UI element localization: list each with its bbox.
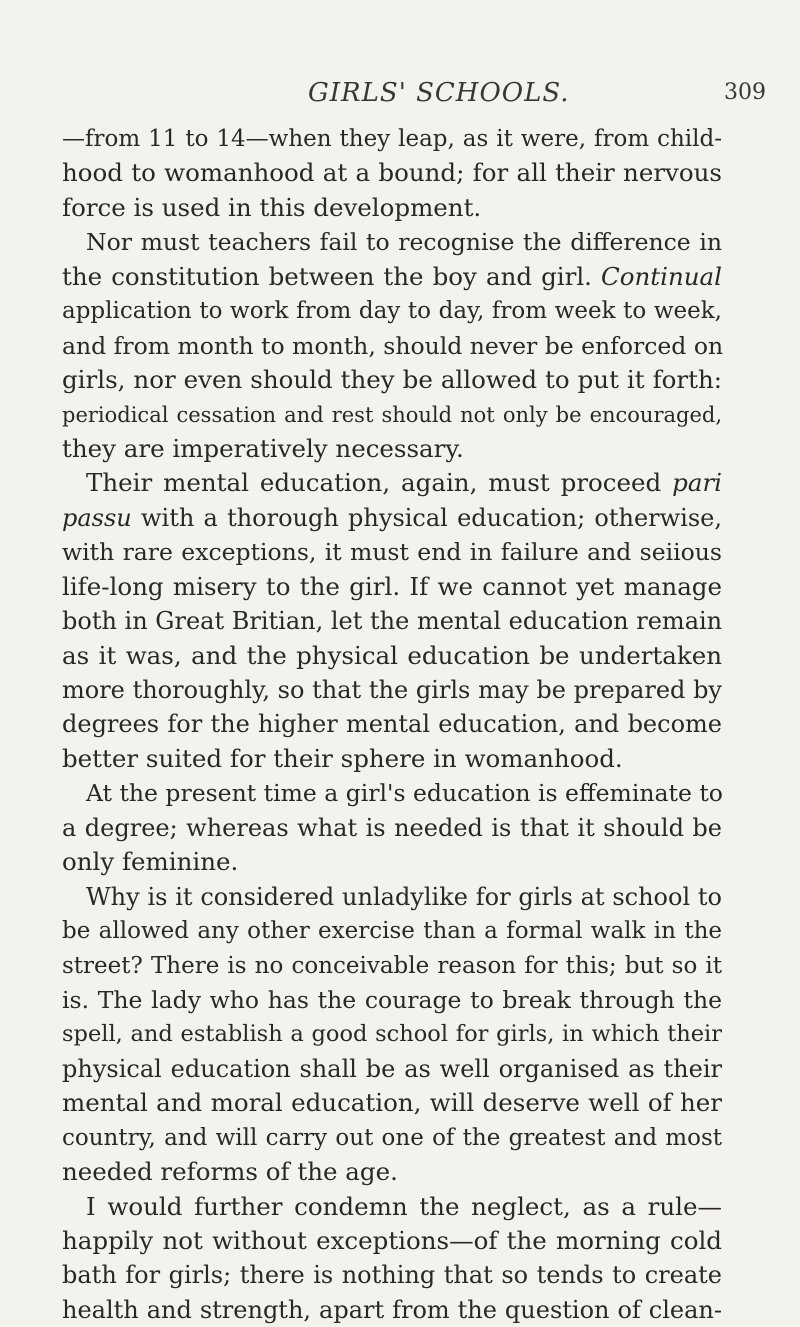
text-line (62, 501, 722, 535)
text-line: At the present time a girl's education is effeminate to (86, 779, 723, 808)
running-head: GIRLS' SCHOOLS. (308, 78, 570, 108)
text-line: as it was, and the physical education be undertaken (62, 640, 722, 670)
text-line: application to work from day to day, from week to week, (62, 298, 722, 325)
text-line: bath for girls; there is nothing that so tends to create (62, 1261, 722, 1290)
text-line: Why is it considered unladylike for girls at school to (86, 882, 722, 911)
text-line: street? There is no conceivable reason for this; but so it (62, 952, 722, 979)
text-line: both in Great Britian, let the mental education remain (62, 607, 723, 636)
text-line: I would further condemn the neglect, as a rule— (86, 1191, 722, 1221)
italic-run: Continual (601, 261, 722, 291)
text-line: with rare exceptions, it must end in failure and seiious (62, 538, 722, 567)
text-run: Their mental education, again, must proceed (86, 468, 662, 498)
text-line: they are imperatively necessary. (62, 433, 464, 463)
text-line: physical education shall be as well organised as their (62, 1054, 722, 1083)
text-line (62, 260, 722, 294)
text-line: —from 11 to 14—when they leap, as it were, from child- (62, 126, 722, 152)
text-line: girls, nor even should they be allowed to put it forth: (62, 365, 722, 395)
text-line: force is used in this development. (62, 192, 482, 222)
text-line: country, and will carry out one of the greatest and most (62, 1124, 722, 1151)
text-line: Nor must teachers fail to recognise the difference in (86, 228, 722, 257)
text-line (62, 466, 722, 500)
page-header (0, 78, 800, 110)
text-line: be allowed any other exercise than a formal walk in the (62, 918, 722, 945)
italic-run: passu (62, 503, 132, 532)
text-line: spell, and establish a good school for girls, in which their (62, 1021, 722, 1048)
italic-run: pari (672, 468, 722, 498)
text-line: more thoroughly, so that the girls may be prepared by (62, 676, 722, 704)
text-line: periodical cessation and rest should not only be encouraged, (62, 402, 722, 427)
text-line: needed reforms of the age. (62, 1157, 398, 1187)
body-text (62, 122, 722, 1327)
text-run: with a thorough physical education; otherwise, (141, 503, 722, 532)
text-line: hood to womanhood at a bound; for all their nervous (62, 158, 722, 188)
text-line: mental and moral education, will deserve well of her (62, 1088, 722, 1118)
page-number: 309 (724, 80, 766, 105)
text-line: happily not without exceptions—of the morning cold (62, 1226, 722, 1255)
text-line: a degree; whereas what is needed is that it should be (62, 813, 722, 842)
text-line: better suited for their sphere in womanhood. (62, 743, 623, 773)
text-line: degrees for the higher mental education, and become (62, 710, 722, 739)
text-line: life-long misery to the girl. If we cannot yet manage (62, 571, 722, 601)
text-line: and from month to month, should never be enforced on (62, 331, 724, 360)
text-line: only feminine. (62, 847, 239, 877)
text-line: health and strength, apart from the question of clean- (62, 1295, 722, 1324)
text-line: is. The lady who has the courage to break through the (62, 985, 722, 1014)
text-run: the constitution between the boy and girl. (62, 261, 592, 291)
